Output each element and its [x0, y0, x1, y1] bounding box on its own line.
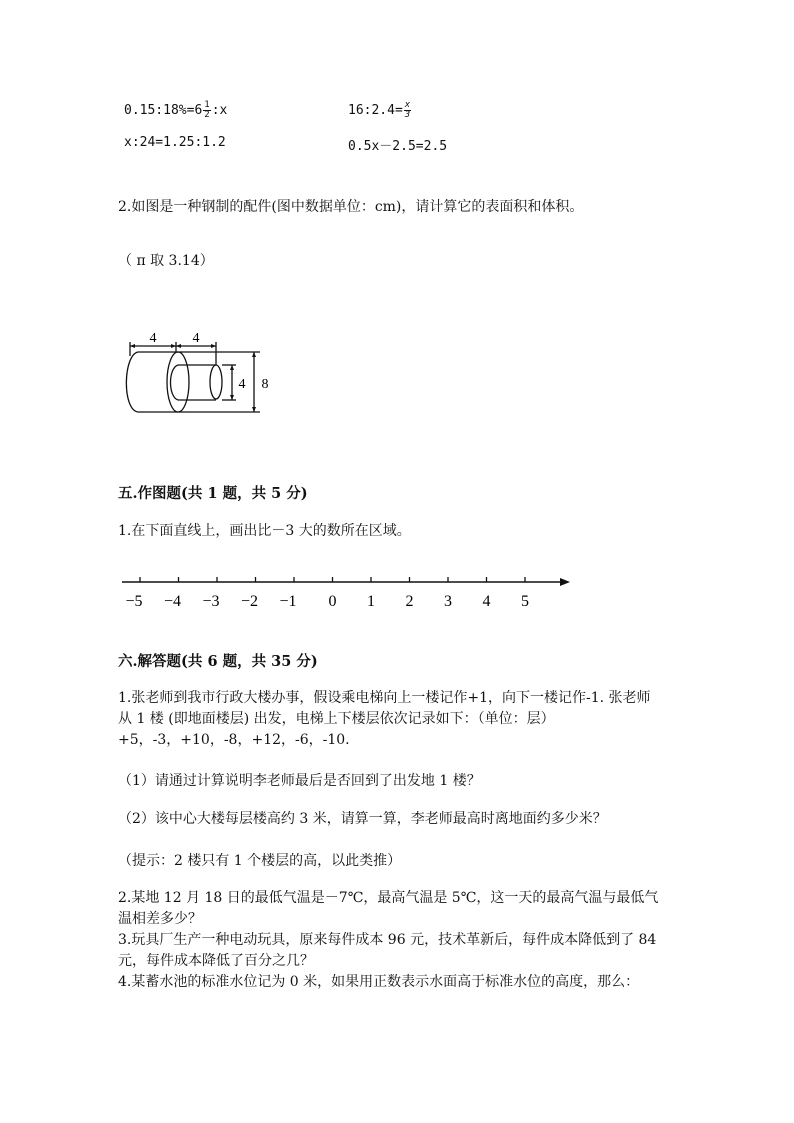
equation-1	[124, 101, 227, 120]
question-1-part-2: （2）该中心大楼每层楼高约 3 米，请算一算，李老师最高时离地面约多少米？	[118, 811, 607, 827]
section-6-question-4: 4.某蓄水池的标准水位记为 0 米，如果用正数表示水面高于标准水位的高度，那么：	[118, 974, 640, 990]
number-line-label: −4	[163, 593, 182, 610]
number-line-label: 0	[328, 593, 337, 610]
problem-2-text: 2.如图是一种钢制的配件(图中数据单位：cm)，请计算它的表面积和体积。	[118, 199, 584, 215]
section-6-question-2: 2.某地 12 月 18 日的最低气温是－7℃，最高气温是 5℃，这一天的最高气温与最低气温相差多少？	[118, 890, 659, 927]
section-6-question-3: 3.玩具厂生产一种电动玩具，原来每件成本 96 元，技术革新后，每件成本降低到了 84 元，每件成本降低了百分之几？	[118, 932, 657, 969]
number-line-label: −5	[125, 593, 143, 610]
number-line	[118, 570, 578, 614]
section-5-heading: 五.作图题(共 1 题，共 5 分)	[118, 485, 308, 502]
equation-4: 0.5x－2.5=2.5	[348, 139, 448, 154]
equation-1-right: :x	[211, 103, 228, 118]
equation-2-left: 16:2.4=	[348, 103, 403, 118]
dim-small-diameter: 4	[238, 377, 246, 392]
question-1-hint: （提示：2 楼只有 1 个楼层的高，以此类推）	[118, 853, 402, 869]
dim-large-diameter: 8	[261, 377, 269, 392]
equation-3: x:24=1.25:1.2	[124, 135, 226, 150]
question-1-part-1: （1）请通过计算说明李老师最后是否回到了出发地 1 楼？	[118, 773, 481, 789]
number-line-arrow	[560, 578, 570, 586]
number-line-label: −3	[202, 593, 220, 610]
section-5-question-1: 1.在下面直线上，画出比－3 大的数所在区域。	[118, 523, 411, 539]
fraction-one-half: $\frac{1}{2}$	[204, 100, 210, 120]
number-line-label: −2	[240, 593, 259, 610]
dim-top-left: 4	[149, 331, 157, 346]
number-line-label: 3	[444, 593, 452, 610]
number-line-label: 5	[521, 593, 529, 610]
equation-2	[348, 101, 412, 120]
number-line-label: 1	[367, 593, 375, 610]
number-line-label: −1	[279, 593, 297, 610]
dim-top-right: 4	[192, 331, 200, 346]
fraction-x-over-3: $\frac{x}{3}$	[404, 100, 411, 120]
number-line-label: 4	[482, 593, 491, 610]
section-6-heading: 六.解答题(共 6 题，共 35 分)	[118, 653, 318, 670]
equation-1-left: 0.15:18%=6	[124, 103, 203, 118]
pi-note: （ π 取 3.14）	[118, 253, 214, 269]
steel-part-figure	[118, 320, 278, 440]
number-line-label: 2	[405, 593, 414, 610]
section-6-question-1: 1.张老师到我市行政大楼办事，假设乘电梯向上一楼记作+1，向下一楼记作-1. 张老师从 1 楼 (即地面楼层) 出发，电梯上下楼层依次记录如下：（单位：层）+5，-3，+10，-8，+12，-6，-10.	[118, 690, 651, 748]
